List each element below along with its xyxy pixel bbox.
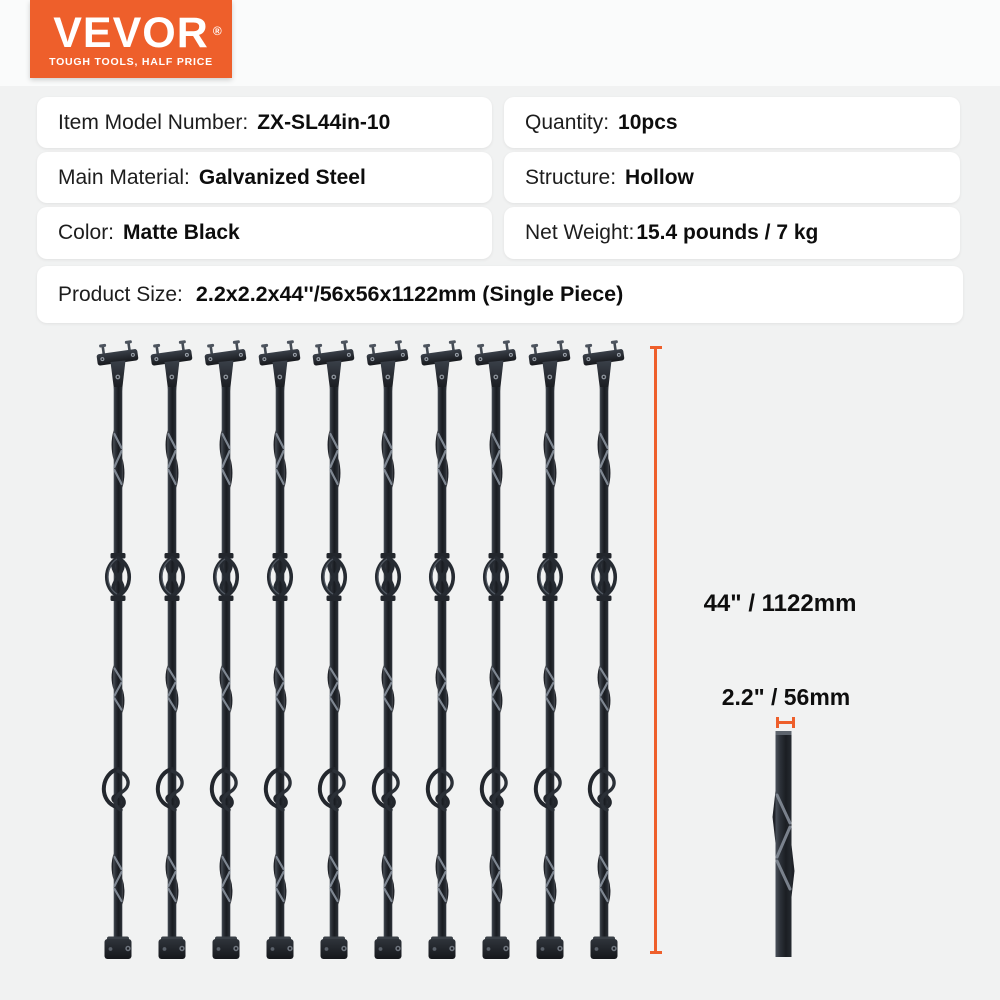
baluster <box>149 340 192 959</box>
baluster <box>257 340 300 959</box>
spec-label: Quantity: <box>525 110 610 134</box>
spec-value: ZX-SL44in-10 <box>257 110 391 134</box>
baluster <box>203 340 246 959</box>
spec-label: Color: <box>58 221 115 244</box>
spec-label: Structure: <box>525 165 617 189</box>
spec-card-product-size <box>37 266 963 323</box>
spec-card-main-material <box>37 152 492 203</box>
brand-name-text: VEVOR <box>53 8 209 57</box>
spec-value: 15.4 pounds / 7 kg <box>636 221 819 244</box>
baluster <box>419 340 462 959</box>
baluster <box>581 340 624 959</box>
spec-card-net-weight <box>504 207 960 259</box>
spec-value: Galvanized Steel <box>198 165 366 189</box>
spec-card-color <box>37 207 492 259</box>
baluster <box>527 340 570 959</box>
spec-card-structure <box>504 152 960 203</box>
width-dimension-label: 2.2" / 56mm <box>721 684 851 710</box>
spec-label: Net Weight: <box>525 221 635 244</box>
spec-value: 2.2x2.2x44''/56x56x1122mm (Single Piece) <box>195 282 624 306</box>
baluster <box>95 340 138 959</box>
spec-value: Hollow <box>625 165 694 189</box>
baluster-closeup-illustration <box>772 727 796 961</box>
baluster <box>473 340 516 959</box>
height-dimension-line <box>654 346 657 954</box>
baluster <box>365 340 408 959</box>
spec-label: Main Material: <box>58 165 190 189</box>
spec-card-quantity <box>504 97 960 148</box>
brand-tagline: TOUGH TOOLS, HALF PRICE <box>49 55 213 68</box>
spec-label: Item Model Number: <box>58 110 249 134</box>
spec-value: Matte Black <box>123 221 240 244</box>
spec-label: Product Size: <box>58 282 183 306</box>
baluster <box>311 340 354 959</box>
spec-value: 10pcs <box>618 110 678 134</box>
height-dimension-label: 44" / 1122mm <box>703 590 857 617</box>
brand-logo <box>30 0 232 78</box>
registered-trademark-icon: ® <box>212 23 223 38</box>
spec-card-item-model-number <box>37 97 492 148</box>
brand-name <box>53 8 223 57</box>
balusters-illustration <box>85 337 635 969</box>
